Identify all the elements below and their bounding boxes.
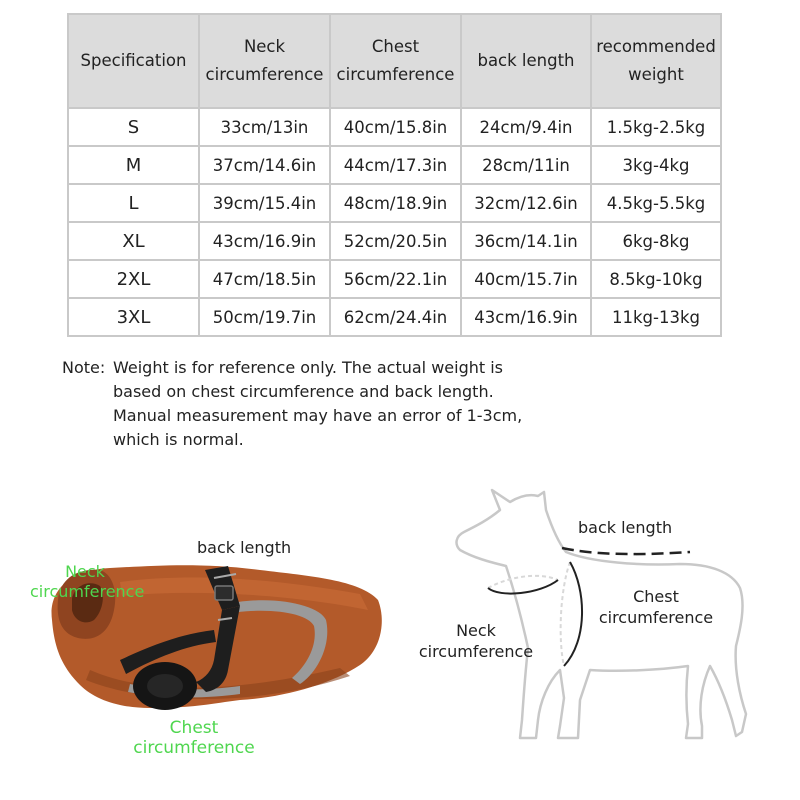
table-cell: 40cm/15.7in [461,260,591,298]
coat-chest-label [130,718,258,758]
coat-neck-line1: Neck [65,562,105,581]
table-cell: 47cm/18.5in [199,260,330,298]
measurement-illustrations [0,470,800,800]
header-text: Neck circumference [205,37,324,84]
table-cell: 44cm/17.3in [330,146,461,184]
chest-dashed-line [561,562,570,666]
table-cell: 37cm/14.6in [199,146,330,184]
coat-chest-line2: circumference [133,738,255,758]
table-row [68,146,721,184]
note-line: based on chest circumference and back length. [113,382,494,401]
header-recommended-weight [591,14,721,108]
chest-measure-line [564,562,582,666]
table-cell: 11kg-13kg [591,298,721,336]
dog-neck-label [416,620,536,662]
header-neck-circumference [199,14,330,108]
table-cell: 6kg-8kg [591,222,721,260]
header-text: Chest circumference [336,37,455,84]
table-cell: 8.5kg-10kg [591,260,721,298]
dog-neck-line1: Neck [456,621,496,640]
note-line: which is normal. [113,430,244,449]
table-cell: 52cm/20.5in [330,222,461,260]
table-cell: M [68,146,199,184]
dog-neck-line2: circumference [418,642,534,661]
table-cell: 39cm/15.4in [199,184,330,222]
coat-back-length-label: back length [197,538,292,557]
header-back-length: back length [461,14,591,108]
table-cell: 3XL [68,298,199,336]
table-cell: 3kg-4kg [591,146,721,184]
dog-chest-label [596,586,716,628]
coat-neck-line2: circumference [30,582,145,601]
dog-chest-line1: Chest [633,587,679,606]
note-body [113,356,543,452]
header-chest-circumference [330,14,461,108]
coat-neck-label [30,562,145,602]
harness-buckle [215,586,233,600]
table-cell: 4.5kg-5.5kg [591,184,721,222]
table-row [68,260,721,298]
note-line: Weight is for reference only. The actual weight is [113,358,504,377]
table-cell: 2XL [68,260,199,298]
header-text: recommended weight [596,37,716,84]
note-label: Note: [62,358,106,377]
table-row [68,184,721,222]
dog-back-length-label: back length [578,518,673,537]
coat-chest-line1: Chest [169,718,219,738]
table-row [68,108,721,146]
table-cell: 50cm/19.7in [199,298,330,336]
table-cell: 33cm/13in [199,108,330,146]
table-cell: 32cm/12.6in [461,184,591,222]
size-chart-table [67,13,722,337]
table-cell: S [68,108,199,146]
table-cell: 28cm/11in [461,146,591,184]
header-specification: Specification [68,14,199,108]
dog-chest-line2: circumference [598,608,714,627]
table-cell: 56cm/22.1in [330,260,461,298]
neck-measure-line [488,580,558,594]
back-length-dashed-line [562,548,690,554]
table-cell: 48cm/18.9in [330,184,461,222]
table-cell: L [68,184,199,222]
table-row [68,222,721,260]
table-cell: 43cm/16.9in [461,298,591,336]
note-line: Manual measurement may have an error of 1-3cm, [113,406,523,425]
table-cell: 62cm/24.4in [330,298,461,336]
table-cell: 36cm/14.1in [461,222,591,260]
table-row [68,298,721,336]
table-cell: 24cm/9.4in [461,108,591,146]
table-cell: 1.5kg-2.5kg [591,108,721,146]
table-header-row [68,14,721,108]
table-cell: 40cm/15.8in [330,108,461,146]
table-cell: 43cm/16.9in [199,222,330,260]
table-cell: XL [68,222,199,260]
